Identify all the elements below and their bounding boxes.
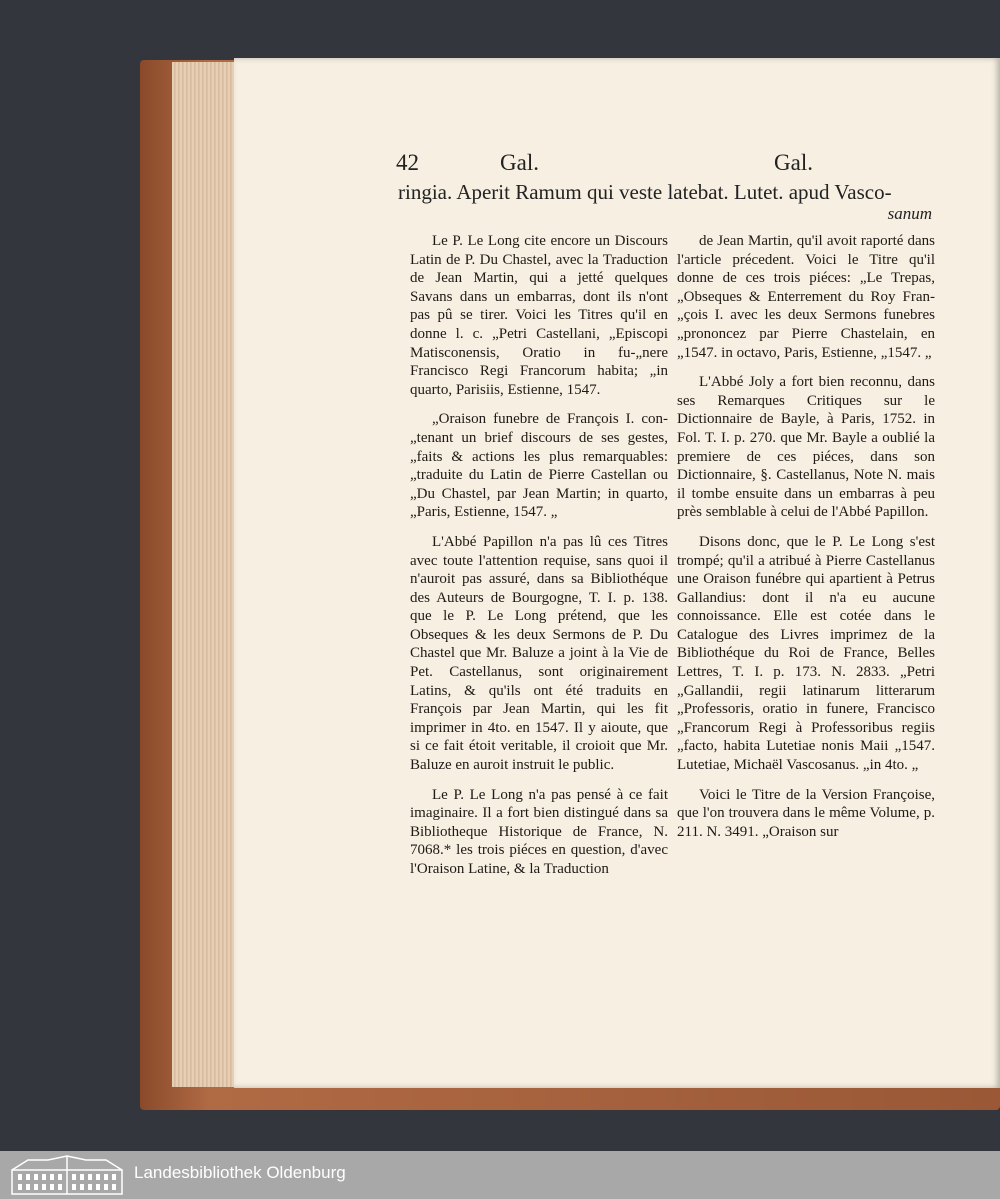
paragraph: L'Abbé Papillon n'a pas lû ces Titres avec toute l'attention requise, sans quoi il n'auroit pas assuré, dans sa Bibliothéque des Auteurs de Bourgogne, T. I. p. 138. que le P. Le Long prétend, que les Obseques & les deux Sermons de P. Du Chastel que Mr. Baluze a joint à la Vie de Pet. Castellanus, sont originairement Latins, & qu'ils ont été traduits en François par Jean Martin, qui les fit imprimer in 4to. en 1547. Il y aioute, que si ce fait étoit veritable, il croioit que Mr. Baluze en auroit instruit le public. xyxy=(410,533,668,774)
library-name[interactable]: Landesbibliothek Oldenburg xyxy=(134,1163,346,1182)
paragraph: Le P. Le Long n'a pas pensé à ce fait imaginaire. Il a fort bien distingué dans sa Bibliotheque Historique de France, N. 7068.* les trois piéces en question, d'avec l'Oraison Latine, & la Traduction xyxy=(410,786,668,877)
footer-bar xyxy=(0,1151,1000,1199)
page-edges xyxy=(172,62,236,1087)
running-head-left: Gal. xyxy=(500,150,539,175)
paragraph: L'Abbé Joly a fort bien reconnu, dans ses Remarques Critiques sur le Dictionnaire de Bayle, à Paris, 1752. in Fol. T. I. p. 270. que Mr. Bayle a oublié la premiere de ces piéces, dans son Dictionnaire, §. Castellanus, Note N. mais il tombe ensuite dans un embarras à peu près semblable à celui de l'Abbé Papillon. xyxy=(677,374,935,521)
right-column xyxy=(677,232,935,852)
running-head-right: Gal. xyxy=(774,150,813,175)
paragraph: „Oraison funebre de François I. con-„tenant un brief discours de ses gestes, „faits & actions les plus remarquables: „traduite du Latin de Pierre Castellan ou „Du Chastel, par Jean Martin; in quarto, „Paris, Estienne, 1547. „ xyxy=(410,411,668,521)
running-header xyxy=(396,150,936,180)
paragraph: Voici le Titre de la Version Françoise, que l'on trouvera dans le même Volume, p. 211. N. 3491. „Oraison sur xyxy=(677,786,935,840)
paragraph: Le P. Le Long cite encore un Discours Latin de P. Du Chastel, avec la Traduction de Jean Martin, qui a jetté quelques Savans dans un embarras, dont ils n'ont pas pû se tirer. Voici les Titres qu'il en donne l. c. „Petri Castellani, „Episcopi Matisconensis, Oratio in fu-„nere Francisco Regi Francorum habita; „in quarto, Parisiis, Estienne, 1547. xyxy=(410,233,668,398)
paragraph: de Jean Martin, qu'il avoit raporté dans l'article précedent. Voici le Titre qu'il donne de ces trois piéces: „Le Trepas, „Obseques & Enterrement du Roy Fran-„çois I. avec les deux Sermons funebres „prononcez par Pierre Chastelain, en „1547. in octavo, Paris, Estienne, „1547. „ xyxy=(677,233,935,361)
paragraph: Disons donc, que le P. Le Long s'est trompé; qu'il a atribué à Pierre Castellanus une Oraison funébre qui apartient à Petrus Gallandius: dont il n'a eu aucune connoissance. Elle est cotée dans le Catalogue des Livres imprimez de la Bibliothéque du Roi de France, Belles Lettres, T. I. p. 173. N. 2833. „Petri „Gallandii, regii latinarum litterarum „Professoris, oratio in funere, Francisco „Francorum Regi à Professoribus regiis „facto, habita Lutetiae nonis Maii „1547. Lutetiae, Michaël Vascosanus. „in 4to. „ xyxy=(677,533,935,774)
page-number: 42 xyxy=(396,150,419,175)
continued-line-2: sanum xyxy=(887,204,932,223)
left-column xyxy=(410,232,668,890)
continued-line-1: ringia. Aperit Ramum qui veste latebat. Lutet. apud Vasco- xyxy=(398,180,892,204)
library-building-logo-icon[interactable] xyxy=(8,1154,126,1196)
